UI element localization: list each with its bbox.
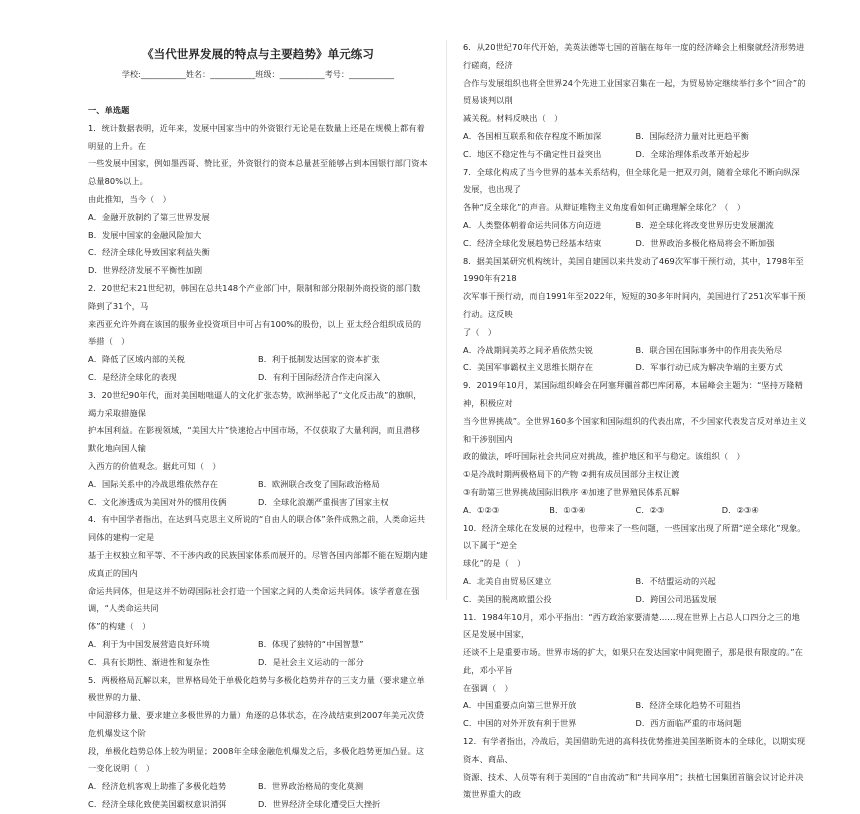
answer-option: B．欧洲联合改变了国际政治格局 xyxy=(258,478,380,489)
answer-option: C．具有长期性、渐进性和复杂性 xyxy=(88,656,210,667)
question-block xyxy=(463,520,808,609)
question-text-line: 10．经济全球化在发展的过程中，也带来了一些问题，一些国家出现了所谓“逆全球化”现象。以下属于“逆全 xyxy=(463,522,806,551)
answer-option-row xyxy=(463,342,808,360)
student-info-line: 学校:___________姓名：___________班级：___________考号：___________ xyxy=(121,70,395,79)
question-text-line: 当今世界挑战”。全世界160多个国家和国际组织的代表出席，不少国家代表发言反对单边主义和干涉别国内 xyxy=(463,415,807,444)
answer-option: A．经济危机客观上助推了多极化趋势 xyxy=(88,781,227,792)
question-text-line: 段，单极化趋势总体上较为明显；2008年全球金融危机爆发之后，多极化趋势更加凸显。这一变化说明（ ） xyxy=(88,745,425,774)
answer-option: A．①②③ xyxy=(463,504,500,515)
answer-option: B．世界政治格局的变化莫测 xyxy=(258,781,364,792)
right-question-list-2 xyxy=(463,520,808,734)
section-heading: 一、单选题 xyxy=(88,105,130,115)
answer-option: B．利于抵制发达国家的资本扩张 xyxy=(258,354,380,365)
answer-option-row xyxy=(463,697,808,715)
answer-option-row xyxy=(463,128,808,146)
column-divider xyxy=(446,40,447,600)
answer-option-row xyxy=(463,359,808,377)
answer-option-row xyxy=(88,476,428,494)
q9-options xyxy=(463,502,808,520)
answer-option-row xyxy=(463,573,808,591)
right-question-list xyxy=(463,39,808,466)
answer-option: A．冷战期间美苏之间矛盾依然尖锐 xyxy=(463,344,594,355)
answer-option: A．国际关系中的冷战思维依然存在 xyxy=(88,478,219,489)
question-text-line: 次军事干预行动，而自1991年至2022年，短短的30多年时间内，美国进行了251次军事干预行动。这反映 xyxy=(463,291,806,319)
page-title: 《当代世界发展的特点与主要趋势》单元练习 xyxy=(142,47,374,61)
question-text-line: 8．据美国某研究机构统计，美国自建国以来共发动了469次军事干预行动，其中，1798年至1990年有218 xyxy=(463,255,804,284)
question-block xyxy=(88,672,428,814)
answer-option: A．利于为中国发展营造良好环境 xyxy=(88,638,210,649)
answer-option-row xyxy=(88,796,428,814)
answer-option-row xyxy=(463,591,808,609)
question-text-line: 体”的构建（ ） xyxy=(88,621,151,632)
question-text-line: 命运共同体，但是这并不妨碍国际社会打造一个国家之间的人类命运共同体。该学者意在强调，“人类命运共同 xyxy=(88,585,420,614)
question-text-line: 减关税。材料反映出（ ） xyxy=(463,113,563,124)
answer-option: C．经济全球化致使美国霸权意识消弭 xyxy=(88,799,227,810)
question-text-line: 政的做法，呼吁国际社会共同应对挑战，推护地区和平与稳定。该组织（ ） xyxy=(463,451,745,462)
question-block xyxy=(88,120,428,280)
answer-option: D．世界经济全球化遭受巨大挫折 xyxy=(258,799,381,810)
question-text-line: 了（ ） xyxy=(463,326,497,337)
question-text-line: 3．20世纪90年代，面对美国咄咄逼人的文化扩张态势，欧洲举起了“文化反击战”的旗帜，竭力采取措施保 xyxy=(88,389,422,418)
question-text-line: 4．有中国学者指出，在达到马克思主义所说的“自由人的联合体”条件成熟之前，人类命运共同体的建构一定是 xyxy=(88,514,426,543)
answer-option: C．地区不稳定性与不确定性日益突出 xyxy=(463,148,602,159)
answer-option: C．美国的脱离欧盟公投 xyxy=(463,593,552,604)
question-text-line: 6．从20世纪70年代开始，美英法德等七国的首脑在每年一度的经济峰会上相聚就经济形势进行磋商，经济 xyxy=(463,42,805,70)
answer-option: B．联合国在国际事务中的作用丧失殆尽 xyxy=(635,344,783,355)
answer-option: C．中国的对外开放有利于世界 xyxy=(463,718,577,729)
statement-line: ③有助第三世界挑战国际旧秩序 ④加速了世界殖民体系瓦解 xyxy=(463,486,680,497)
question-text-line: 在强调（ ） xyxy=(463,682,513,693)
answer-option-row xyxy=(88,636,428,654)
question-block xyxy=(463,377,808,466)
answer-option: D．有利于国际经济合作走向深入 xyxy=(258,371,381,382)
answer-option: A．降低了区域内部的关税 xyxy=(88,354,185,365)
question-text-line: 11．1984年10月，邓小平指出：“西方政治家要清楚……现在世界上占总人口四分之三的地区是发展中国家， xyxy=(463,611,800,640)
answer-option: D．西方面临严重的市场问题 xyxy=(635,718,742,729)
question-text-line: 各种“反全球化”的声音。从辩证唯物主义角度看如何正确理解全球化？（ ） xyxy=(463,202,746,213)
answer-option: A．人类整体朝着命运共同体方向迈进 xyxy=(463,219,602,230)
answer-option: C．美国军事霸权主义思维长期存在 xyxy=(463,362,594,373)
answer-option: D．全球治理体系改革开始起步 xyxy=(635,148,750,159)
question-text-line: 中间游移力量、要求建立多极世界的力量）角逐的总体状态，在冷战结束到2007年美元次贷危机爆发这个阶 xyxy=(88,710,425,738)
answer-option-row xyxy=(88,778,428,796)
q9-statements xyxy=(463,466,808,502)
answer-option-row xyxy=(463,715,808,733)
question-text-line: 球化”的是（ ） xyxy=(463,558,526,569)
question-block xyxy=(463,609,808,734)
answer-option: C．经济全球化导致国家利益失衡 xyxy=(88,247,210,258)
answer-option: C．②③ xyxy=(635,504,665,515)
question-text-line: 由此推知，当今（ ） xyxy=(88,193,171,204)
answer-option: D．军事行动已成为解决争端的主要方式 xyxy=(635,362,783,373)
question-block xyxy=(463,253,808,378)
question-text-line: 资源、技术、人员等有利于美国的“自由流动”和“共同享用”；扶植七国集团首脑会议讨论并决策世界重大的政 xyxy=(463,771,804,800)
answer-option-row xyxy=(463,146,808,164)
statement-line: ①是冷战时期两极格局下的产物 ②拥有成员国部分主权让渡 xyxy=(463,469,680,480)
question-text-line: 还谈不上是重要市场。世界市场的扩大，如果只在发达国家中间兜圈子，那是很有限度的。”在此，邓小平旨 xyxy=(463,647,804,675)
answer-option: D．跨国公司迅猛发展 xyxy=(635,593,717,604)
answer-option-row xyxy=(463,235,808,253)
answer-option: A．金融开放制约了第三世界发展 xyxy=(88,211,210,222)
question-text-line: 护本国利益。在影视领域，“美国大片”快速抢占中国市场，不仅获取了大量利润，而且潜移默化地向国人输 xyxy=(88,425,420,454)
right-column xyxy=(463,0,808,804)
answer-option: B．发展中国家的金融风险加大 xyxy=(88,229,202,240)
question-text-line: 2．20世纪末21世纪初，韩国在总共148个产业部门中，限制和部分限制外商投资的部门数降到了31个，马 xyxy=(88,282,421,311)
answer-option: B．体现了独特的“中国智慧” xyxy=(258,638,364,649)
answer-option-row xyxy=(463,502,808,520)
question-block xyxy=(88,511,428,671)
question-text-line: 1．统计数据表明，近年来，发展中国家当中的外资银行无论是在数量上还是在规模上都有着明显的上升。在 xyxy=(88,122,425,151)
answer-option: D．全球化浪潮严重损害了国家主权 xyxy=(258,496,389,507)
answer-option: B．①③④ xyxy=(549,504,586,515)
answer-option: A．各国相互联系和依存程度不断加深 xyxy=(463,130,602,141)
answer-option-row xyxy=(88,654,428,672)
question-block xyxy=(463,39,808,164)
question-text-line: 来西亚允许外商在该国的服务业投资项目中可占有100%的股份，以上 亚太经合组织成员的举措（ ） xyxy=(88,318,422,347)
answer-option: B．国际经济力量对比更趋平衡 xyxy=(635,130,749,141)
answer-option: D．世界经济发展不平衡性加剧 xyxy=(88,265,203,276)
answer-option: B．不结盟运动的兴起 xyxy=(635,575,716,586)
left-question-list xyxy=(88,120,428,814)
answer-option: D．世界政治多极化格局将会不断加强 xyxy=(635,237,775,248)
answer-option: C．经济全球化发展趋势已经基本结束 xyxy=(463,237,602,248)
answer-option: C．是经济全球化的表现 xyxy=(88,371,177,382)
question-12 xyxy=(463,733,808,804)
question-text-line: 5．两极格局瓦解以来，世界格局处于单极化趋势与多极化趋势并存的三支力量（要求建立单极世界的力量、 xyxy=(88,674,425,703)
answer-option: D．②③④ xyxy=(721,504,759,515)
answer-option: A．北美自由贸易区建立 xyxy=(463,575,552,586)
answer-option: C．文化渗透成为美国对外的惯用伎俩 xyxy=(88,496,227,507)
question-text-line: 7．全球化构成了当今世界的基本关系结构，但全球化是一把双刃剑，随着全球化不断向纵深发展，也出现了 xyxy=(463,166,800,195)
answer-option-row xyxy=(88,351,428,369)
answer-option: B．经济全球化趋势不可阻挡 xyxy=(635,700,741,711)
question-block xyxy=(463,164,808,253)
question-text-line: 9．2019年10月，某国际组织峰会在阿塞拜疆首都巴库闭幕，本届峰会主题为：“坚持万隆精神，积极应对 xyxy=(463,380,803,408)
question-text-line: 合作与发展组织也将全世界24个先进工业国家召集在一起，为贸易协定继续举行多个“回合”的贸易谈判以削 xyxy=(463,77,806,106)
question-block xyxy=(88,280,428,387)
answer-option: A．中国重要点向第三世界开放 xyxy=(463,700,577,711)
left-column xyxy=(88,0,428,814)
answer-option-row xyxy=(88,494,428,512)
question-text-line: 一些发展中国家，例如墨西哥、赞比亚，外资银行的资本总量甚至能够占到本国银行部门资本总量80%以上。 xyxy=(88,158,428,187)
answer-option: B．逆全球化将改变世界历史发展潮流 xyxy=(635,219,774,230)
question-text-line: 12．有学者指出，冷战后，美国借助先进的高科技优势推进美国垄断资本的全球化，以期实现资本、商品、 xyxy=(463,736,806,764)
question-text-line: 入西方的价值观念。据此可知（ ） xyxy=(88,460,221,471)
question-block xyxy=(88,387,428,512)
answer-option-row xyxy=(463,217,808,235)
answer-option: D．是社会主义运动的一部分 xyxy=(258,656,364,667)
question-text-line: 基于主权独立和平等、不干涉内政的民族国家体系而展开的。尽管各国内部都不能在短期内建成真正的国内 xyxy=(88,549,428,578)
answer-option-row xyxy=(88,369,428,387)
